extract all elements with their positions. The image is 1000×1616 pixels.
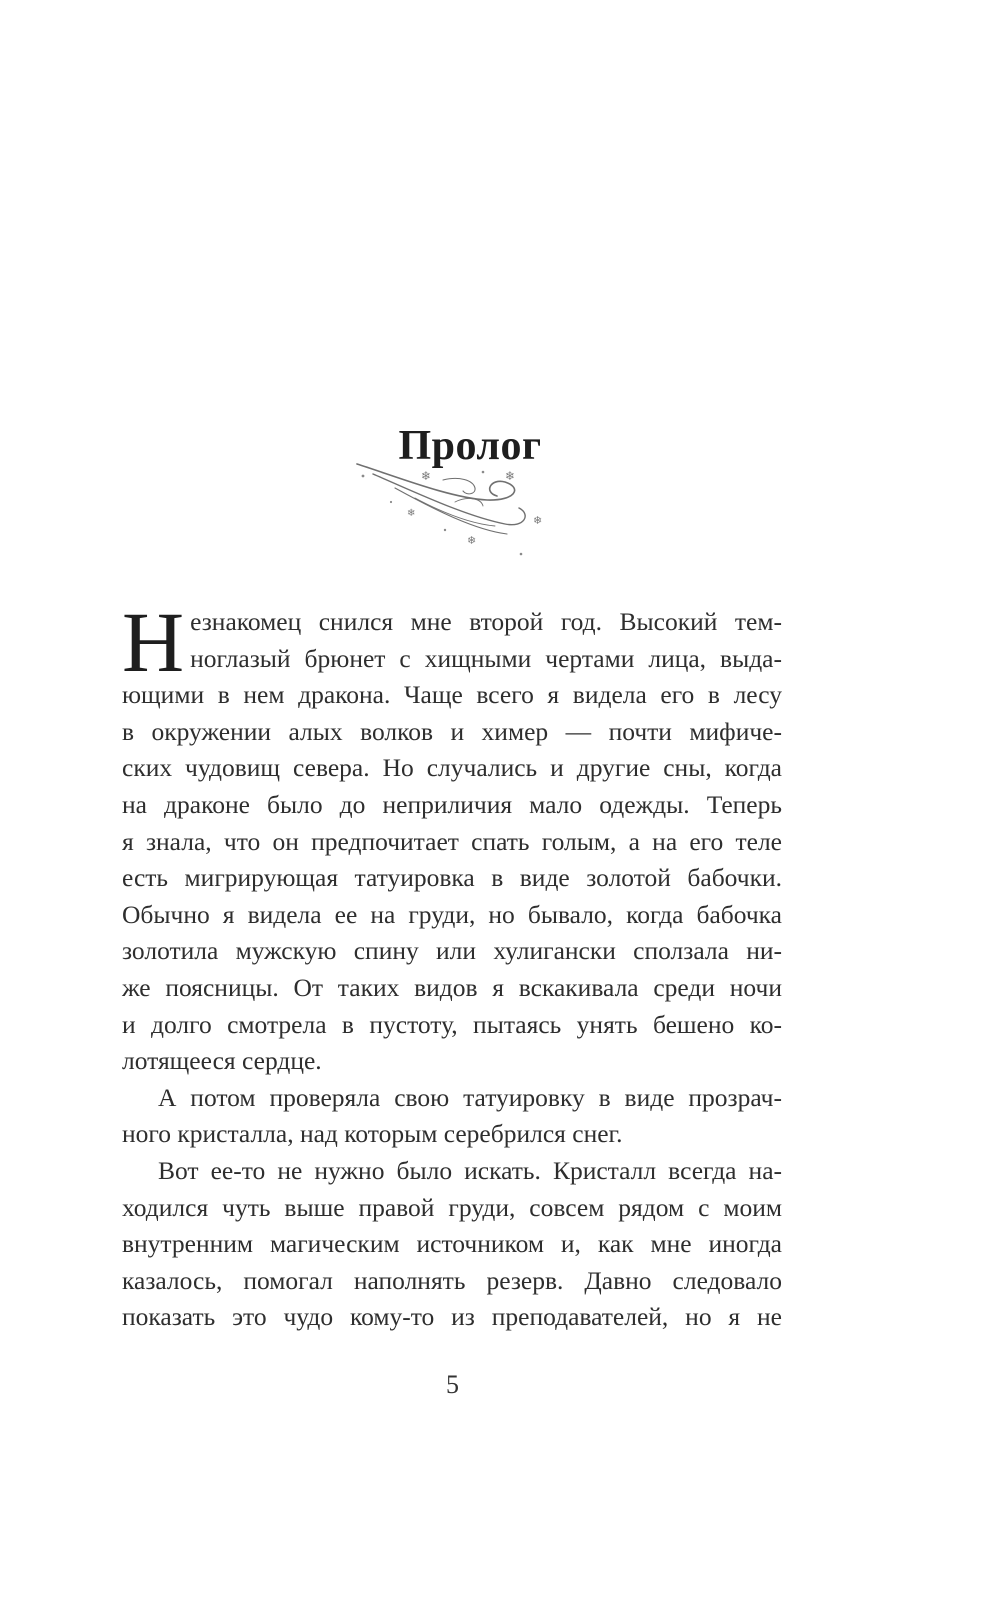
paragraph-3 xyxy=(122,1153,782,1336)
text-line: лотящееся сердце. xyxy=(122,1046,322,1076)
page-number: 5 xyxy=(446,1370,459,1399)
text-line: в окружении алых волков и химер — почти мифиче- xyxy=(122,716,782,746)
text-line: ноглазый брюнет с хищными чертами лица, выда- xyxy=(190,643,782,673)
text-line: казалось, помогал наполнять резерв. Давно следовало xyxy=(122,1265,782,1295)
text-line: показать это чудо кому-то из преподавателей, но я не xyxy=(122,1302,782,1332)
text-line: ющими в нем дракона. Чаще всего я видела его в лесу xyxy=(122,680,782,710)
text-line: езнакомец снился мне второй год. Высокий тем- xyxy=(190,607,782,636)
text-line: золотила мужскую спину или хулигански сползала ни- xyxy=(122,936,782,966)
chapter-title: Пролог xyxy=(398,423,542,469)
text-line: на драконе было до неприличия мало одежды. Теперь xyxy=(122,789,782,819)
snowflake-icon-1: ❄ xyxy=(421,469,432,483)
text-line: А потом проверяла свою татуировку в виде прозрач- xyxy=(158,1082,782,1112)
text-line: ного кристалла, над которым серебрился снег. xyxy=(122,1119,623,1149)
text-line: же поясницы. От таких видов я вскакивала среди ночи xyxy=(122,972,782,1002)
snowflake-icon-4: ❄ xyxy=(407,508,416,519)
text-line: ских чудовищ севера. Но случались и другие сны, когда xyxy=(122,753,782,783)
text-line: я знала, что он предпочитает спать голым, а на его теле xyxy=(122,826,782,856)
text-line: ходился чуть выше правой груди, совсем рядом с моим xyxy=(122,1192,782,1222)
drop-cap: Н xyxy=(122,594,185,690)
text-line: Вот ее-то не нужно было искать. Кристалл всегда на- xyxy=(158,1155,782,1185)
snowflake-icon-2: ❄ xyxy=(505,469,516,483)
paragraph-2 xyxy=(122,1080,782,1153)
snowflake-icon-3: ❄ xyxy=(533,514,543,527)
text-line: есть мигрирующая татуировка в виде золотой бабочки. xyxy=(122,863,782,893)
paragraph-1 xyxy=(122,594,782,1080)
chapter-body xyxy=(122,594,782,1336)
text-line: внутренним магическим источником и, как мне иногда xyxy=(122,1229,782,1259)
snowflake-swirl-ornament-icon xyxy=(355,458,555,570)
snowflake-icon-5: ❄ xyxy=(467,534,477,547)
text-line: и долго смотрела в пустоту, пытаясь унять бешено ко- xyxy=(122,1009,782,1039)
text-line: Обычно я видела ее на груди, но бывало, когда бабочка xyxy=(122,899,782,929)
